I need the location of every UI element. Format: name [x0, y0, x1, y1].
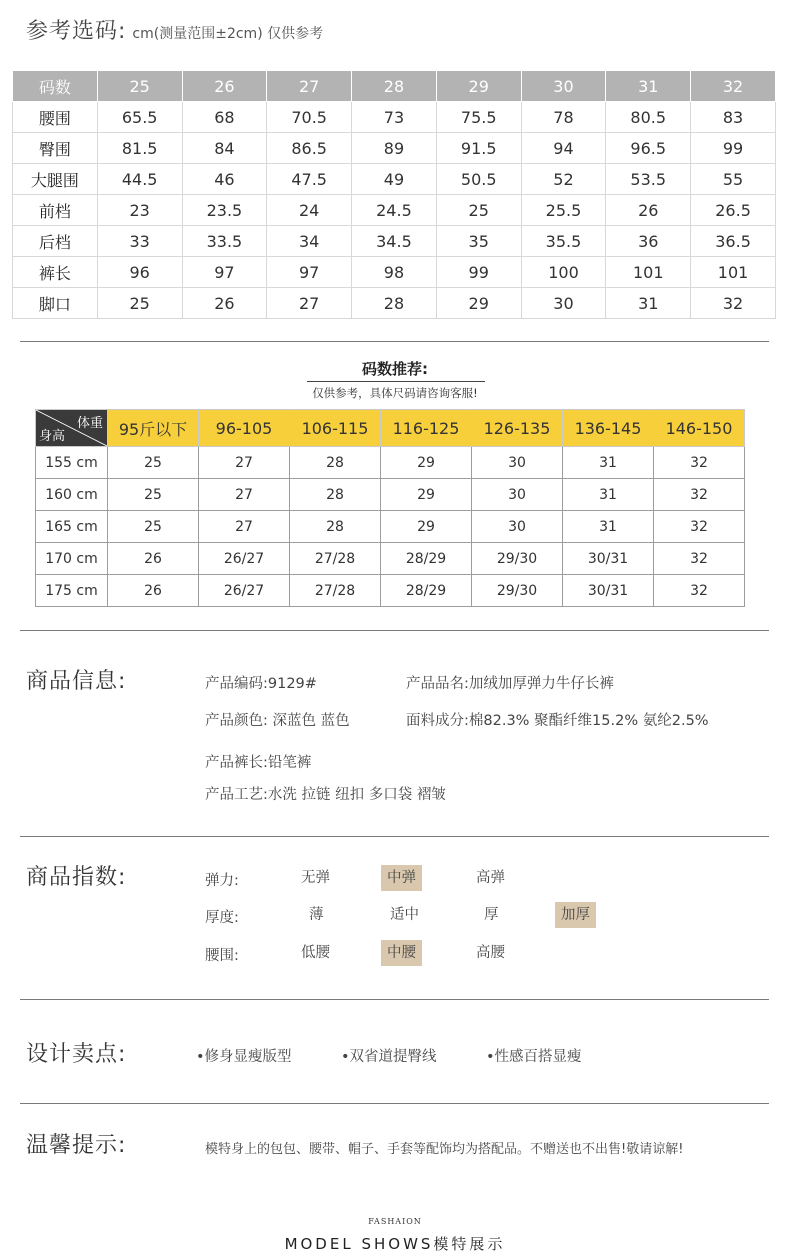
recommended-size-cell: 27 — [199, 479, 290, 511]
size-header-cell: 25 — [97, 71, 182, 102]
size-value-cell: 97 — [267, 257, 352, 288]
size-reference-note: cm(测量范围±2cm) 仅供参考 — [132, 26, 324, 42]
weight-range-header: 146-150 — [654, 410, 745, 447]
size-value-cell: 33.5 — [182, 226, 267, 257]
size-value-cell: 99 — [436, 257, 521, 288]
recommended-size-cell: 32 — [654, 511, 745, 543]
thickness-option-extra-thick-selected: 加厚 — [555, 902, 596, 928]
size-value-cell: 99 — [691, 133, 776, 164]
recommended-size-cell: 31 — [563, 479, 654, 511]
size-value-cell: 33 — [97, 226, 182, 257]
footer-model-shows-label: MODEL SHOWS模特展示 — [284, 1235, 506, 1253]
waist-option-mid-selected: 中腰 — [381, 940, 422, 966]
weight-range-header: 116-125 — [381, 410, 472, 447]
recommend-title: 码数推荐: — [362, 360, 428, 378]
weight-range-header: 106-115 — [290, 410, 381, 447]
recommended-size-cell: 25 — [108, 447, 199, 479]
height-cell: 160 cm — [36, 479, 108, 511]
thickness-option-thin: 薄 — [309, 907, 324, 923]
design-title: 设计卖点: — [26, 1042, 127, 1067]
recommended-size-cell: 29 — [381, 479, 472, 511]
size-value-cell: 86.5 — [267, 133, 352, 164]
recommended-size-cell: 28 — [290, 447, 381, 479]
size-value-cell: 78 — [521, 102, 606, 133]
corner-weight-label: 体重 — [76, 416, 103, 431]
recommend-table-row — [36, 447, 745, 479]
size-value-cell: 25 — [97, 288, 182, 319]
divider — [20, 1103, 769, 1104]
height-cell: 175 cm — [36, 575, 108, 607]
tips-text: 模特身上的包包、腰带、帽子、手套等配饰均为搭配品。不赠送也不出售!敬请谅解! — [205, 1142, 684, 1157]
recommended-size-cell: 28 — [290, 511, 381, 543]
size-header-cell: 29 — [436, 71, 521, 102]
size-value-cell: 53.5 — [606, 164, 691, 195]
height-cell: 155 cm — [36, 447, 108, 479]
recommended-size-cell: 32 — [654, 447, 745, 479]
size-value-cell: 96.5 — [606, 133, 691, 164]
product-fabric: 面料成分:棉82.3% 聚酯纤维15.2% 氨纶2.5% — [406, 713, 709, 729]
size-value-cell: 23 — [97, 195, 182, 226]
recommended-size-cell: 30 — [472, 479, 563, 511]
recommend-title-underline — [307, 381, 485, 382]
recommended-size-cell: 26 — [108, 543, 199, 575]
recommended-size-cell: 28/29 — [381, 575, 472, 607]
size-reference-title: 参考选码: — [26, 19, 127, 44]
measurement-name-cell: 前档 — [13, 195, 98, 226]
design-point: •修身显瘦版型 — [196, 1049, 292, 1065]
recommended-size-cell: 32 — [654, 479, 745, 511]
size-value-cell: 91.5 — [436, 133, 521, 164]
size-value-cell: 44.5 — [97, 164, 182, 195]
recommended-size-cell: 27 — [199, 511, 290, 543]
size-value-cell: 36.5 — [691, 226, 776, 257]
recommended-size-cell: 32 — [654, 575, 745, 607]
product-color: 产品颜色: 深蓝色 蓝色 — [205, 713, 350, 729]
size-value-cell: 34 — [267, 226, 352, 257]
recommended-size-cell: 28/29 — [381, 543, 472, 575]
size-value-cell: 81.5 — [97, 133, 182, 164]
size-header-cell: 26 — [182, 71, 267, 102]
measurement-name-cell: 裤长 — [13, 257, 98, 288]
recommend-subtitle: 仅供参考，具体尺码请咨询客服! — [312, 386, 478, 400]
recommended-size-cell: 26/27 — [199, 575, 290, 607]
recommend-table-row — [36, 543, 745, 575]
recommended-size-cell: 32 — [654, 543, 745, 575]
footer-fashion-label: FASHAION — [368, 1217, 422, 1226]
thickness-option-thick: 厚 — [484, 907, 499, 923]
size-value-cell: 26 — [182, 288, 267, 319]
recommended-size-cell: 27/28 — [290, 543, 381, 575]
recommended-size-cell: 25 — [108, 511, 199, 543]
size-value-cell: 25 — [436, 195, 521, 226]
size-value-cell: 28 — [352, 288, 437, 319]
product-index-title: 商品指数: — [26, 865, 127, 890]
recommended-size-cell: 30 — [472, 511, 563, 543]
size-table-header — [13, 71, 776, 102]
elasticity-option-high: 高弹 — [476, 870, 505, 886]
size-table-row — [13, 226, 776, 257]
size-value-cell: 26.5 — [691, 195, 776, 226]
recommended-size-cell: 26 — [108, 575, 199, 607]
recommend-table-row — [36, 479, 745, 511]
size-table-row — [13, 195, 776, 226]
size-value-cell: 25.5 — [521, 195, 606, 226]
size-value-cell: 84 — [182, 133, 267, 164]
size-value-cell: 94 — [521, 133, 606, 164]
size-header-cell: 码数 — [13, 71, 98, 102]
height-cell: 165 cm — [36, 511, 108, 543]
size-value-cell: 89 — [352, 133, 437, 164]
recommended-size-cell: 26/27 — [199, 543, 290, 575]
tips-title: 温馨提示: — [26, 1133, 127, 1158]
waist-option-high: 高腰 — [476, 945, 505, 961]
elasticity-option-none: 无弹 — [301, 870, 330, 886]
design-point: •双省道提臀线 — [341, 1049, 437, 1065]
product-length: 产品裤长:铅笔裤 — [205, 755, 312, 771]
size-value-cell: 35 — [436, 226, 521, 257]
size-value-cell: 80.5 — [606, 102, 691, 133]
elasticity-option-medium-selected: 中弹 — [381, 865, 422, 891]
size-value-cell: 52 — [521, 164, 606, 195]
size-value-cell: 24.5 — [352, 195, 437, 226]
size-value-cell: 24 — [267, 195, 352, 226]
size-value-cell: 34.5 — [352, 226, 437, 257]
corner-height-label: 身高 — [39, 429, 66, 444]
size-reference-heading — [26, 14, 323, 45]
measurement-name-cell: 臀围 — [13, 133, 98, 164]
size-value-cell: 96 — [97, 257, 182, 288]
height-cell: 170 cm — [36, 543, 108, 575]
product-info-title: 商品信息: — [26, 669, 127, 694]
recommended-size-cell: 29 — [381, 447, 472, 479]
corner-cell — [36, 410, 108, 447]
size-table-row — [13, 164, 776, 195]
size-value-cell: 73 — [352, 102, 437, 133]
divider — [20, 836, 769, 837]
size-table — [12, 70, 776, 319]
size-value-cell: 35.5 — [521, 226, 606, 257]
size-value-cell: 27 — [267, 288, 352, 319]
recommend-table — [35, 409, 745, 607]
divider — [20, 999, 769, 1000]
recommended-size-cell: 27/28 — [290, 575, 381, 607]
size-header-cell: 27 — [267, 71, 352, 102]
recommended-size-cell: 29/30 — [472, 575, 563, 607]
elasticity-label: 弹力: — [205, 873, 239, 889]
size-value-cell: 50.5 — [436, 164, 521, 195]
size-value-cell: 101 — [606, 257, 691, 288]
size-header-cell: 31 — [606, 71, 691, 102]
size-value-cell: 97 — [182, 257, 267, 288]
size-header-cell: 32 — [691, 71, 776, 102]
size-value-cell: 47.5 — [267, 164, 352, 195]
size-table-row — [13, 288, 776, 319]
measurement-name-cell: 后档 — [13, 226, 98, 257]
size-value-cell: 101 — [691, 257, 776, 288]
recommended-size-cell: 31 — [563, 511, 654, 543]
size-value-cell: 30 — [521, 288, 606, 319]
recommended-size-cell: 28 — [290, 479, 381, 511]
weight-range-header: 95斤以下 — [108, 410, 199, 447]
recommended-size-cell: 30/31 — [563, 543, 654, 575]
divider — [20, 630, 769, 631]
size-value-cell: 65.5 — [97, 102, 182, 133]
recommend-table-row — [36, 575, 745, 607]
size-value-cell: 23.5 — [182, 195, 267, 226]
size-value-cell: 75.5 — [436, 102, 521, 133]
product-code: 产品编码:9129# — [205, 676, 317, 692]
size-table-row — [13, 133, 776, 164]
size-value-cell: 49 — [352, 164, 437, 195]
divider — [20, 341, 769, 342]
recommended-size-cell: 30 — [472, 447, 563, 479]
size-value-cell: 36 — [606, 226, 691, 257]
design-point: •性感百搭显瘦 — [486, 1049, 582, 1065]
recommended-size-cell: 31 — [563, 447, 654, 479]
size-value-cell: 100 — [521, 257, 606, 288]
measurement-name-cell: 腰围 — [13, 102, 98, 133]
size-table-row — [13, 257, 776, 288]
recommended-size-cell: 25 — [108, 479, 199, 511]
recommended-size-cell: 29/30 — [472, 543, 563, 575]
recommended-size-cell: 30/31 — [563, 575, 654, 607]
size-table-row — [13, 102, 776, 133]
size-value-cell: 29 — [436, 288, 521, 319]
waist-option-low: 低腰 — [301, 945, 330, 961]
product-craft: 产品工艺:水洗 拉链 纽扣 多口袋 褶皱 — [205, 787, 446, 803]
weight-range-header: 136-145 — [563, 410, 654, 447]
size-value-cell: 32 — [691, 288, 776, 319]
size-value-cell: 26 — [606, 195, 691, 226]
weight-range-header: 96-105 — [199, 410, 290, 447]
weight-range-header: 126-135 — [472, 410, 563, 447]
waist-label: 腰围: — [205, 948, 239, 964]
recommend-table-header — [36, 410, 745, 447]
product-name: 产品品名:加绒加厚弹力牛仔长裤 — [406, 676, 614, 692]
size-value-cell: 46 — [182, 164, 267, 195]
size-value-cell: 68 — [182, 102, 267, 133]
size-header-cell: 28 — [352, 71, 437, 102]
recommend-table-row — [36, 511, 745, 543]
thickness-option-moderate: 适中 — [390, 907, 419, 923]
size-value-cell: 83 — [691, 102, 776, 133]
measurement-name-cell: 脚口 — [13, 288, 98, 319]
measurement-name-cell: 大腿围 — [13, 164, 98, 195]
size-value-cell: 70.5 — [267, 102, 352, 133]
size-value-cell: 31 — [606, 288, 691, 319]
size-value-cell: 98 — [352, 257, 437, 288]
thickness-label: 厚度: — [205, 910, 239, 926]
recommended-size-cell: 27 — [199, 447, 290, 479]
size-value-cell: 55 — [691, 164, 776, 195]
size-header-cell: 30 — [521, 71, 606, 102]
recommended-size-cell: 29 — [381, 511, 472, 543]
